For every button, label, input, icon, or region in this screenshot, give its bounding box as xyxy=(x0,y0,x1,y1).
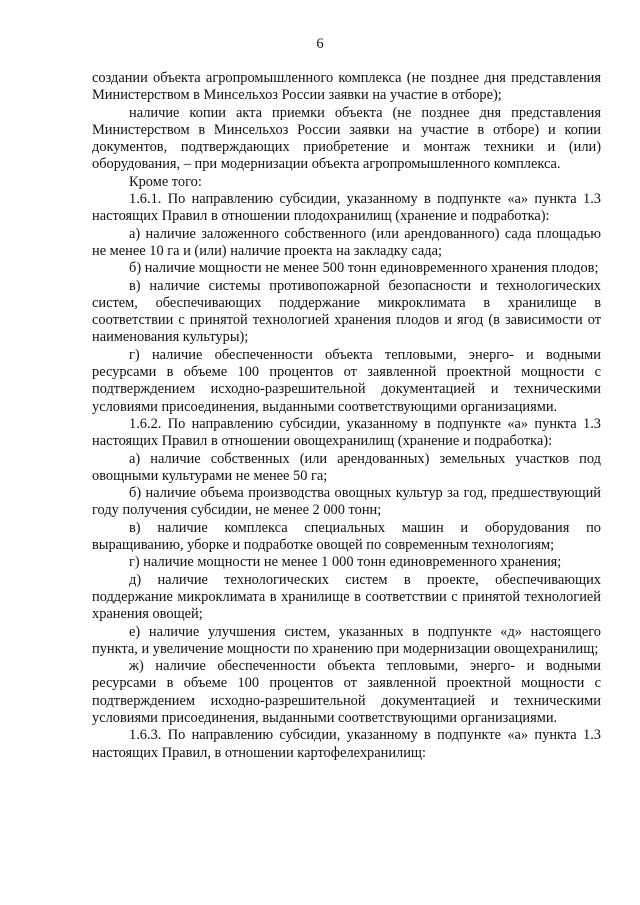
paragraph: д) наличие технологических систем в проекте, обеспечивающих поддержание микроклимата в хранилище в соответствии с принятой технологией хранения овощей; xyxy=(92,571,601,623)
paragraph: е) наличие улучшения систем, указанных в подпункте «д» настоящего пункта, и увеличение мощности по хранению при модернизации овощехранилищ; xyxy=(92,623,601,657)
paragraph: 1.6.1. По направлению субсидии, указанному в подпункте «а» пункта 1.3 настоящих Правил в отношении плодохранилищ (хранение и подработка): xyxy=(92,191,601,225)
paragraph: 1.6.2. По направлению субсидии, указанному в подпункте «а» пункта 1.3 настоящих Правил в отношении овощехранилищ (хранение и подработка): xyxy=(92,415,601,450)
paragraph: 1.6.3. По направлению субсидии, указанному в подпункте «а» пункта 1.3 настоящих Правил, в отношении картофелехранилищ: xyxy=(92,727,601,761)
page-number: 6 xyxy=(316,36,324,52)
paragraph: б) наличие объема производства овощных культур за год, предшествующий году получения субсидии, не менее 2 000 тонн; xyxy=(92,485,601,519)
paragraph: а) наличие заложенного собственного (или арендованного) сада площадью не менее 10 га и (или) наличие проекта на закладку сада; xyxy=(92,225,601,259)
paragraph: г) наличие обеспеченности объекта тепловыми, энерго- и водными ресурсами в объеме 100 процентов от заявленной проектной мощности с подтверждением исходно-разрешительной документацией и техническими условиями присоединения, выданными соответствующими организациями. xyxy=(92,346,601,415)
paragraph: наличие копии акта приемки объекта (не позднее дня представления Министерством в Минсельхоз России заявки на участие в отборе) и копии документов, подтверждающих приобретение и монтаж техники и (или) оборудования, – при модернизации объекта агропромышленного комплекса. xyxy=(92,104,601,173)
paragraph: в) наличие системы противопожарной безопасности и технологических систем, обеспечивающих поддержание микроклимата в хранилище в соответствии с принятой технологией хранения плодов и ягод (в зависимости от наименования культуры); xyxy=(92,277,601,346)
paragraph: г) наличие мощности не менее 1 000 тонн единовременного хранения; xyxy=(129,554,562,571)
paragraph: ж) наличие обеспеченности объекта тепловыми, энерго- и водными ресурсами в объеме 100 процентов от заявленной проектной мощности с подтверждением исходно-разрешительной документацией и техническими условиями присоединения, выданными соответствующими организациями. xyxy=(92,658,601,726)
paragraph: в) наличие комплекса специальных машин и оборудования по выращиванию, уборке и подработке овощей по современным технологиям; xyxy=(92,519,601,554)
document-body xyxy=(92,70,601,762)
paragraph: создании объекта агропромышленного комплекса (не позднее дня представления Министерством в Минсельхоз России заявки на участие в отборе); xyxy=(92,70,601,104)
paragraph: б) наличие мощности не менее 500 тонн единовременного хранения плодов; xyxy=(129,260,599,277)
paragraph: а) наличие собственных (или арендованных) земельных участков под овощными культурами не менее 50 га; xyxy=(92,450,601,484)
paragraph: Кроме того: xyxy=(129,173,202,190)
